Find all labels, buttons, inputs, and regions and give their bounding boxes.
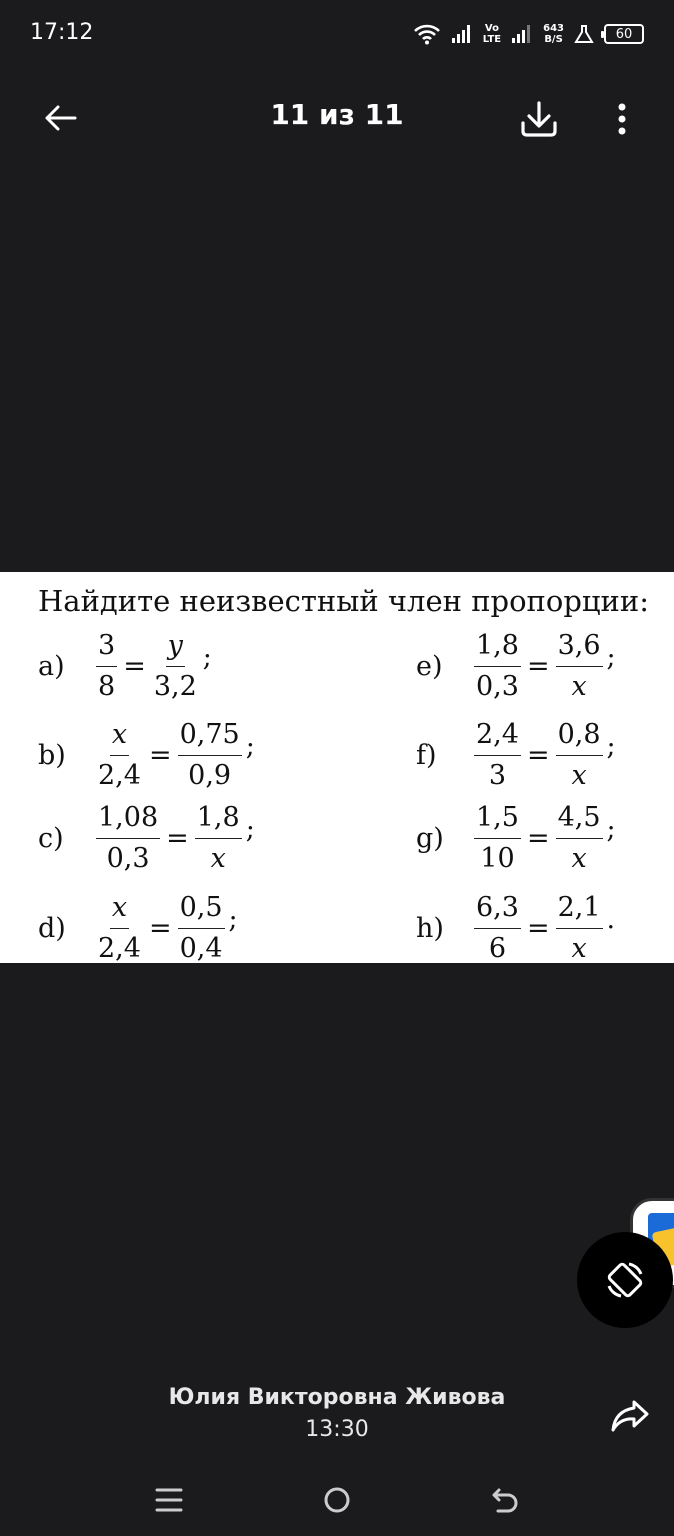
denominator: x bbox=[571, 760, 587, 791]
share-arrow-icon bbox=[610, 1399, 650, 1433]
fraction-left bbox=[96, 715, 143, 796]
home-button[interactable] bbox=[313, 1478, 361, 1522]
numerator: 6,3 bbox=[474, 888, 521, 929]
menu-lines-icon bbox=[155, 1487, 183, 1513]
denominator: x bbox=[210, 843, 226, 874]
equals-sign: = bbox=[526, 651, 550, 682]
screen-rotate-icon bbox=[603, 1258, 647, 1302]
item-label: f) bbox=[416, 740, 437, 771]
proportion-d bbox=[38, 888, 238, 963]
equals-sign: = bbox=[123, 651, 146, 682]
equals-sign: = bbox=[526, 823, 550, 854]
download-button[interactable] bbox=[514, 94, 564, 144]
denominator: x bbox=[571, 933, 587, 963]
fraction-left bbox=[96, 888, 143, 963]
fraction-left bbox=[96, 626, 117, 707]
fraction-left bbox=[474, 626, 521, 707]
numerator: x bbox=[110, 715, 129, 756]
numerator: 2,1 bbox=[556, 888, 603, 929]
fraction-right bbox=[178, 715, 242, 796]
punctuation: ; bbox=[228, 904, 238, 935]
punctuation: . bbox=[606, 904, 616, 935]
denominator: 3,2 bbox=[153, 671, 197, 702]
share-button[interactable] bbox=[606, 1392, 654, 1440]
fraction-left bbox=[96, 798, 160, 879]
arrow-left-icon bbox=[43, 104, 77, 132]
network-speed: 643 B/S bbox=[543, 23, 564, 45]
punctuation: ; bbox=[606, 642, 616, 673]
numerator: 3,6 bbox=[556, 626, 603, 667]
denominator: 0,4 bbox=[179, 933, 223, 963]
numerator: 1,8 bbox=[474, 626, 521, 667]
equals-sign: = bbox=[148, 740, 172, 771]
numerator: x bbox=[110, 888, 129, 929]
system-nav-bar bbox=[0, 1460, 674, 1536]
numerator: 2,4 bbox=[474, 715, 521, 756]
proportion-g bbox=[416, 798, 616, 879]
fraction-right bbox=[152, 626, 199, 707]
proportion-b bbox=[38, 715, 255, 796]
page-counter: 11 из 11 bbox=[270, 98, 404, 131]
numerator: 1,8 bbox=[195, 798, 242, 839]
fraction-left bbox=[474, 715, 521, 796]
app-bar bbox=[0, 80, 674, 154]
recent-apps-button[interactable] bbox=[145, 1478, 193, 1522]
sender-name: Юлия Викторовна Живова bbox=[168, 1385, 506, 1410]
circle-home-icon bbox=[322, 1485, 352, 1515]
equals-sign: = bbox=[526, 913, 550, 944]
item-label: c) bbox=[38, 823, 64, 854]
numerator: 0,75 bbox=[178, 715, 242, 756]
denominator: 2,4 bbox=[98, 933, 141, 963]
back-nav-button[interactable] bbox=[481, 1478, 529, 1522]
denominator: 6 bbox=[488, 933, 507, 963]
denominator: 2,4 bbox=[98, 760, 141, 791]
fraction-right bbox=[556, 626, 603, 707]
photo-viewer-image[interactable] bbox=[0, 572, 674, 963]
status-time: 17:12 bbox=[30, 20, 94, 45]
punctuation: ; bbox=[606, 814, 616, 845]
task-title: Найдите неизвестный член пропорции: bbox=[38, 584, 649, 618]
wifi-icon bbox=[413, 23, 441, 45]
rotate-screen-button[interactable] bbox=[577, 1232, 673, 1328]
denominator: 0,9 bbox=[188, 760, 232, 791]
fraction-right bbox=[556, 888, 603, 963]
denominator: x bbox=[571, 843, 587, 874]
back-button[interactable] bbox=[36, 94, 84, 142]
status-icons bbox=[413, 20, 644, 48]
denominator: x bbox=[571, 671, 587, 702]
denominator: 0,3 bbox=[476, 671, 519, 702]
fraction-right bbox=[556, 798, 603, 879]
denominator: 10 bbox=[480, 843, 515, 874]
equals-sign: = bbox=[148, 913, 172, 944]
punctuation: ; bbox=[245, 731, 255, 762]
more-options-button[interactable] bbox=[600, 94, 644, 144]
download-icon bbox=[519, 99, 559, 139]
proportion-f bbox=[416, 715, 616, 796]
numerator: 3 bbox=[96, 626, 117, 667]
item-label: h) bbox=[416, 913, 444, 944]
item-label: a) bbox=[38, 651, 65, 682]
fraction-left bbox=[474, 888, 521, 963]
punctuation: ; bbox=[606, 731, 616, 762]
denominator: 3 bbox=[488, 760, 507, 791]
numerator: 1,5 bbox=[474, 798, 521, 839]
flask-icon bbox=[574, 24, 594, 44]
fraction-right bbox=[178, 888, 225, 963]
item-label: e) bbox=[416, 651, 443, 682]
back-curve-icon bbox=[490, 1486, 520, 1514]
numerator: 1,08 bbox=[96, 798, 160, 839]
proportion-h bbox=[416, 888, 615, 963]
status-bar bbox=[0, 0, 674, 70]
denominator: 0,3 bbox=[106, 843, 150, 874]
punctuation: ; bbox=[245, 814, 255, 845]
numerator: 0,5 bbox=[178, 888, 225, 929]
equals-sign: = bbox=[166, 823, 189, 854]
proportion-c bbox=[38, 798, 255, 879]
numerator: 0,8 bbox=[556, 715, 603, 756]
fraction-right bbox=[195, 798, 242, 879]
battery-icon: 60 bbox=[604, 24, 644, 44]
numerator: y bbox=[166, 626, 185, 667]
sent-time: 13:30 bbox=[305, 1417, 369, 1442]
signal-icon-2 bbox=[511, 24, 533, 44]
punctuation: ; bbox=[202, 642, 212, 673]
equals-sign: = bbox=[526, 740, 550, 771]
fraction-right bbox=[556, 715, 603, 796]
volte-icon: Vo LTE bbox=[482, 23, 502, 45]
proportion-a bbox=[38, 626, 212, 707]
item-label: g) bbox=[416, 823, 444, 854]
proportion-e bbox=[416, 626, 616, 707]
signal-icon bbox=[451, 24, 473, 44]
numerator: 4,5 bbox=[556, 798, 603, 839]
item-label: b) bbox=[38, 740, 66, 771]
item-label: d) bbox=[38, 913, 66, 944]
denominator: 8 bbox=[98, 671, 116, 702]
more-vertical-icon bbox=[617, 102, 627, 136]
fraction-left bbox=[474, 798, 521, 879]
